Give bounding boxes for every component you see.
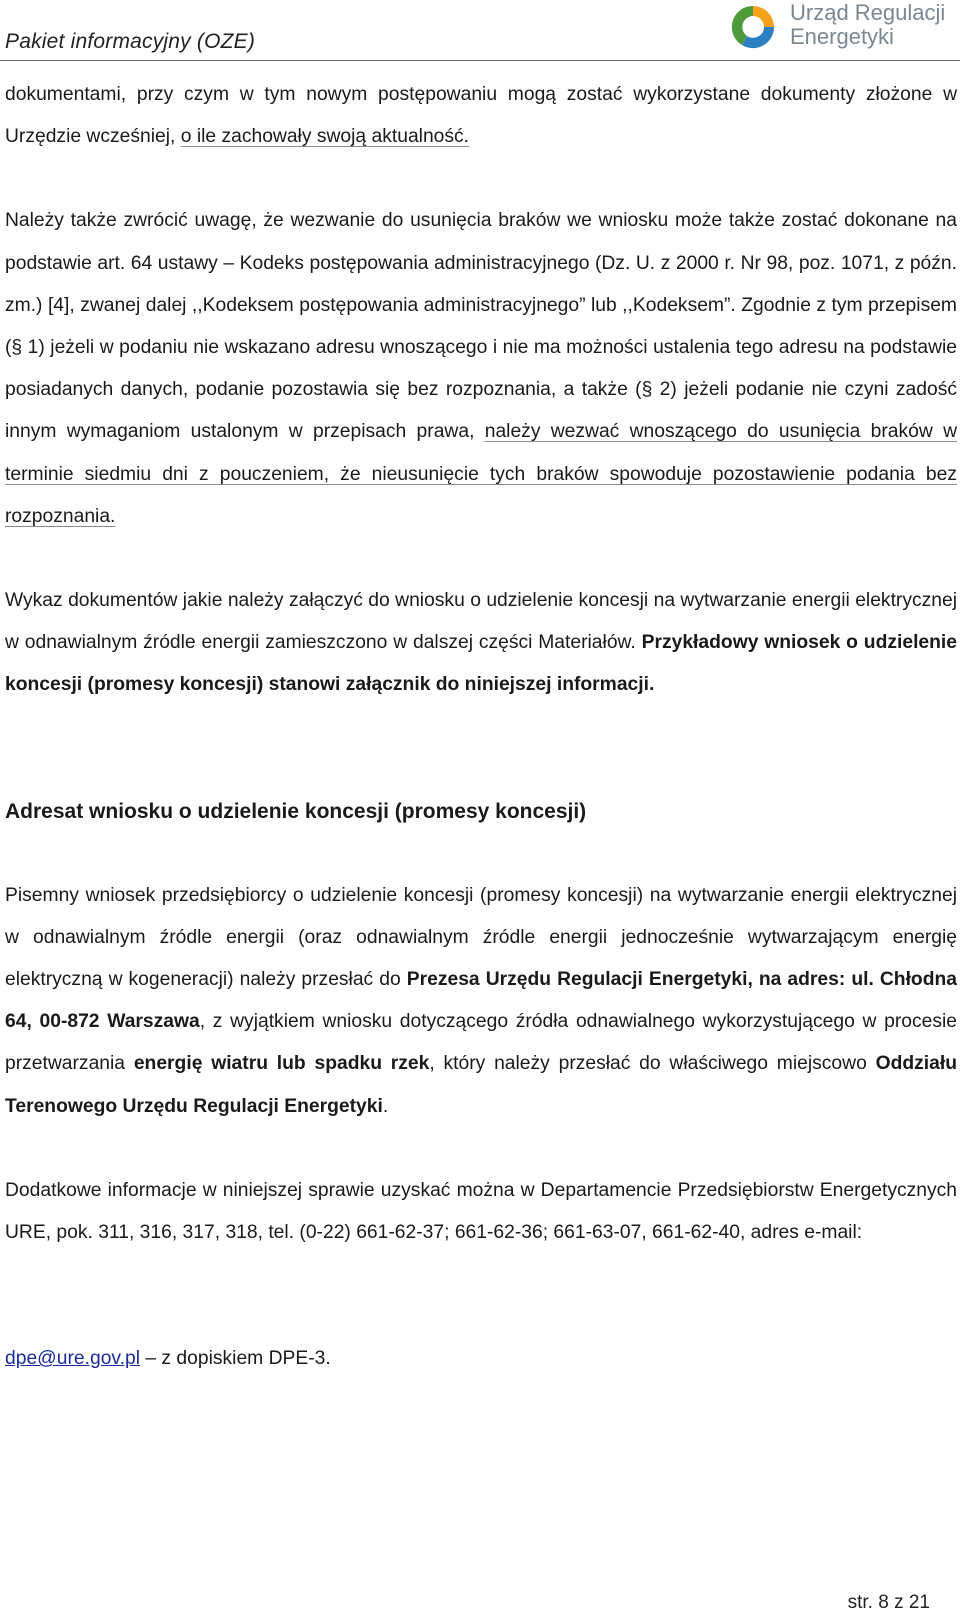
paragraph-4-text-2: , z wyjątkiem wniosku dotyczącego źródła odnawialnego wykorzystującego w procesie przetwarzania bbox=[5, 1011, 957, 1075]
paragraph-3-bold: Przykładowy wniosek o udzielenie koncesji (promesy koncesji) stanowi załącznik do niniejszej informacji. bbox=[5, 632, 958, 696]
paragraph-3 bbox=[5, 580, 957, 707]
paragraph-4-bold-3: Oddziału Terenowego Urzędu Regulacji Energetyki bbox=[5, 1053, 957, 1117]
logo-line-2: Energetyki bbox=[790, 24, 894, 49]
email-line bbox=[5, 1338, 957, 1380]
paragraph-4 bbox=[5, 875, 957, 1128]
section-heading: Adresat wniosku o udzielenie koncesji (promesy koncesji) bbox=[5, 799, 587, 823]
paragraph-2-text: Należy także zwrócić uwagę, że wezwanie do usunięcia braków we wniosku może także zostać dokonane na podstawie art. 64 ustawy – Kodeks postępowania administracyjnego (Dz. U. z 2000 r. Nr 98, poz. 1071, z późn. zm.) [4], zwanej dalej ,,Kodeksem postępowania administracyjnego” lub ,,Kodeksem”. Zgodnie z tym przepisem (§ 1) jeżeli w podaniu nie wskazano adresu wnoszącego i nie ma możności ustalenia tego adresu na podstawie posiadanych danych, podanie pozostawia się bez rozpoznania, a także (§ 2) jeżeli podanie nie czyni zadość innym wymaganiom ustalonym w przepisach prawa, bbox=[5, 210, 957, 443]
paragraph-5: Dodatkowe informacje w niniejszej sprawie uzyskać można w Departamencie Przedsiębiorstw Energetycznych URE, pok. 311, 316, 317, 318, tel. (0-22) 661-62-37; 661-62-36; 661-63-07, 661-62-40, adres e-mail: bbox=[5, 1179, 957, 1244]
paragraph-4-text-3: , który należy przesłać do właściwego miejscowo bbox=[429, 1053, 876, 1075]
document-body bbox=[5, 74, 957, 1380]
paragraph-3-text: Wykaz dokumentów jakie należy załączyć do wniosku o udzielenie koncesji na wytwarzanie energii elektrycznej w odnawialnym źródle energii zamieszczono w dalszej części Materiałów. bbox=[5, 590, 957, 654]
page-header bbox=[0, 0, 960, 62]
ure-logo-icon bbox=[728, 2, 778, 52]
paragraph-4-bold-1: Prezesa Urzędu Regulacji Energetyki, na adres: ul. Chłodna 64, 00-872 Warszawa bbox=[5, 969, 957, 1033]
paragraph-2-underlined: należy wezwać wnoszącego do usunięcia braków w terminie siedmiu dni z pouczeniem, że nieusunięcie tych braków spowoduje pozostawienie podania bez rozpoznania. bbox=[5, 421, 957, 527]
header-title: Pakiet informacyjny (OZE) bbox=[5, 30, 256, 53]
header-divider bbox=[0, 60, 960, 61]
paragraph-1 bbox=[5, 74, 957, 158]
email-suffix: – z dopiskiem DPE-3. bbox=[140, 1348, 331, 1370]
paragraph-4-text-1: Pisemny wniosek przedsiębiorcy o udzielenie koncesji (promesy koncesji) na wytwarzanie energii elektrycznej w odnawialnym źródle energii (oraz odnawialnym źródle energii jednocześnie wytwarzającym energię elektryczną w kogeneracji) należy przesłać do bbox=[5, 884, 957, 991]
page-number: str. 8 z 21 bbox=[847, 1592, 930, 1613]
logo-line-1: Urząd Regulacji bbox=[790, 0, 946, 25]
paragraph-2 bbox=[5, 200, 957, 538]
paragraph-4-bold-2: energię wiatru lub spadku rzek bbox=[133, 1053, 430, 1075]
paragraph-1-text: dokumentami, przy czym w tym nowym postępowaniu mogą zostać wykorzystane dokumenty złożone w Urzędzie wcześniej, bbox=[5, 84, 957, 148]
logo-text bbox=[790, 1, 945, 49]
email-link[interactable]: dpe@ure.gov.pl bbox=[5, 1348, 140, 1370]
paragraph-4-text-4: . bbox=[382, 1095, 389, 1117]
ure-logo bbox=[728, 0, 960, 56]
paragraph-1-underlined: o ile zachowały swoją aktualność. bbox=[180, 126, 470, 148]
